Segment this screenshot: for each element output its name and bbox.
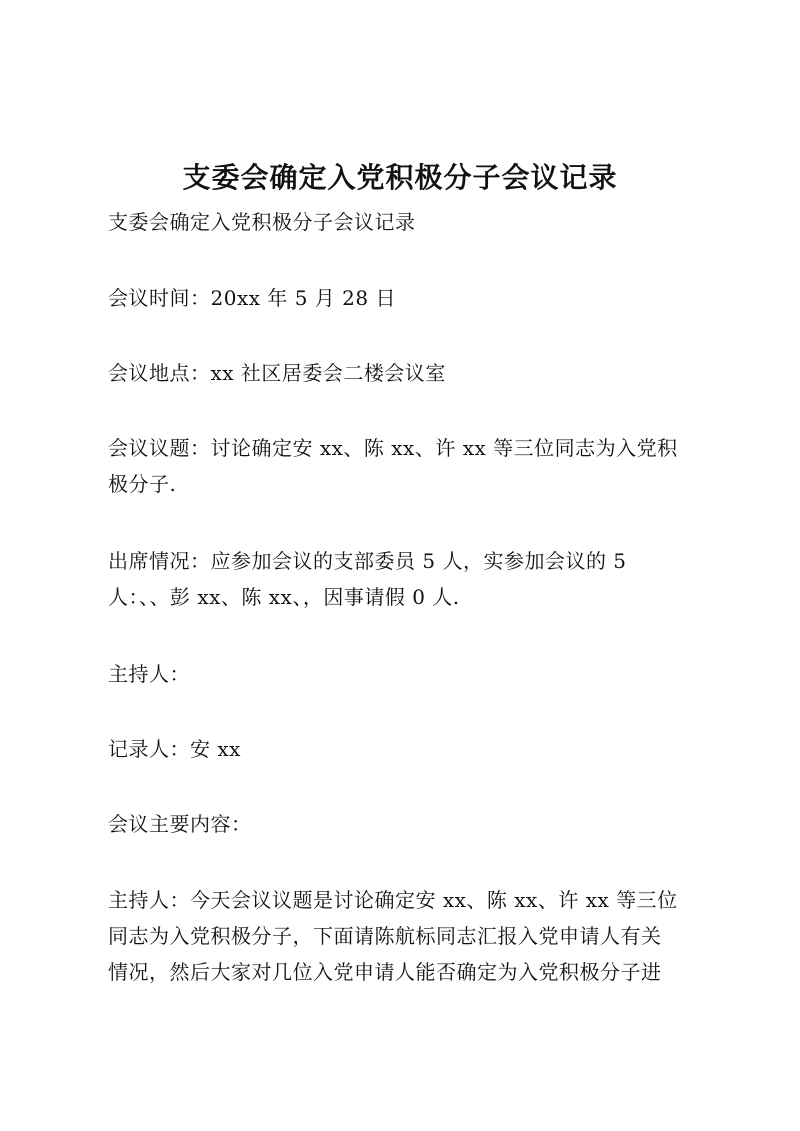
text-line: 情况，然后大家对几位入党申请人能否确定为入党积极分子进 xyxy=(108,960,662,984)
paragraph-main-content-heading xyxy=(108,806,698,842)
paragraph-meeting-topic xyxy=(108,430,698,502)
text-line: 极分子. xyxy=(108,472,177,496)
text-line: 会议地点：xx 社区居委会二楼会议室 xyxy=(108,361,446,385)
paragraph-host-speech xyxy=(108,882,698,990)
text-line: 会议议题：讨论确定安 xx、陈 xx、许 xx 等三位同志为入党积 xyxy=(108,436,678,460)
paragraph-host xyxy=(108,656,698,692)
document-title: 支委会确定入党积极分子会议记录 xyxy=(182,161,618,194)
text-line: 同志为入党积极分子，下面请陈航标同志汇报入党申请人有关 xyxy=(108,924,662,948)
text-line: 主持人： xyxy=(108,662,190,686)
text-line: 主持人：今天会议议题是讨论确定安 xx、陈 xx、许 xx 等三位 xyxy=(108,888,678,912)
paragraph-attendance xyxy=(108,543,698,615)
text-line: 出席情况：应参加会议的支部委员 5 人，实参加会议的 5 xyxy=(108,549,627,573)
paragraph-meeting-time xyxy=(108,280,698,316)
text-line: 支委会确定入党积极分子会议记录 xyxy=(108,210,416,234)
text-line: 记录人：安 xx xyxy=(108,737,241,761)
paragraph-subtitle xyxy=(108,204,698,240)
text-line: 人：、、彭 xx、陈 xx、，因事请假 0 人. xyxy=(108,585,460,609)
text-line: 会议主要内容： xyxy=(108,812,252,836)
paragraph-meeting-location xyxy=(108,355,698,391)
text-line: 会议时间：20xx 年 5 月 28 日 xyxy=(108,286,396,310)
paragraph-recorder xyxy=(108,731,698,767)
